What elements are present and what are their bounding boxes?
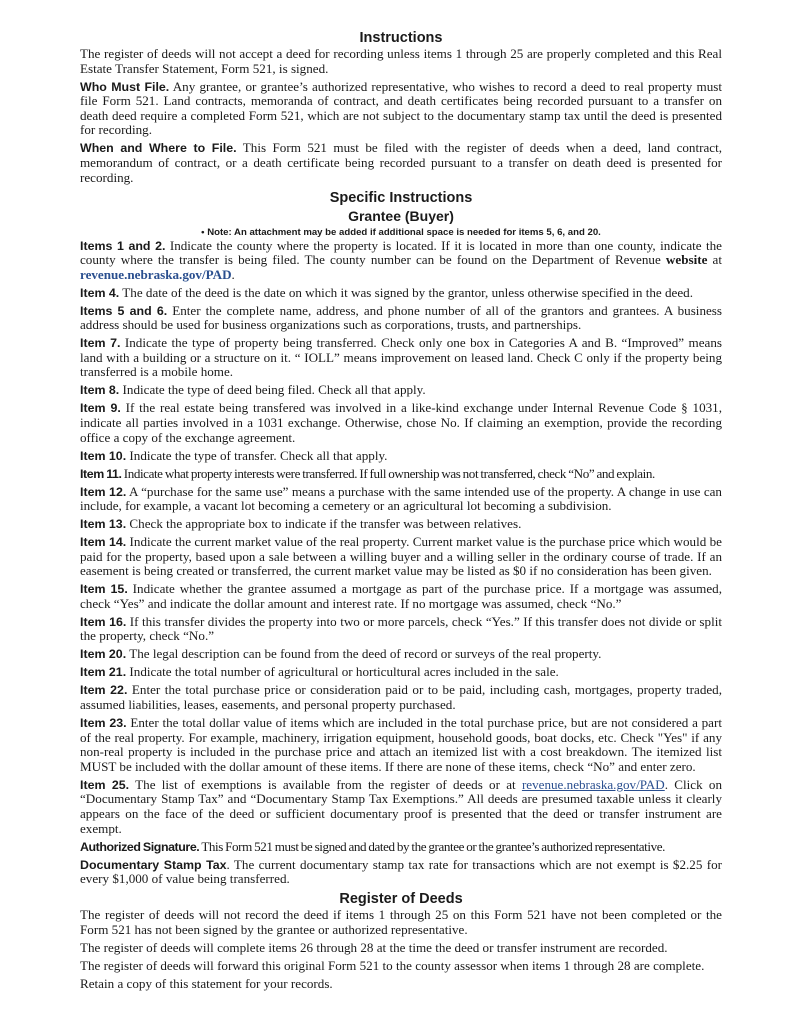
- attachment-note: • Note: An attachment may be added if additional space is needed for items 5, 6, and 20.: [201, 226, 601, 238]
- paragraph-items-5-and-6: [80, 304, 722, 333]
- paragraph-item-13: [80, 517, 722, 532]
- revenue-website-link[interactable]: revenue.nebraska.gov/PAD: [80, 266, 232, 282]
- paragraph-when-and-where-to-file: [80, 141, 722, 185]
- paragraph-text: Indicate the county where the property is located. If it is located in more than one county, indicate the county where the transfer is being filed. The county number can be found on the Department of Revenue: [80, 237, 722, 268]
- paragraph-text: Enter the complete name, address, and phone number of all of the grantors and grantees. A business address should be used for business organizations such as corporations, trusts, and partnerships.: [80, 302, 722, 333]
- paragraph-text: Retain a copy of this statement for your records.: [80, 975, 333, 991]
- paragraph-text: The register of deeds will not accept a deed for recording unless items 1 through 25 are properly completed and this Real Estate Transfer Statement, Form 521, is signed.: [80, 46, 722, 76]
- paragraph-lead: Item 13.: [80, 517, 127, 532]
- paragraph-lead: Item 11.: [80, 466, 122, 481]
- paragraph-item-14: [80, 535, 722, 579]
- paragraph-text: Indicate the current market value of the real property. Current market value is the purchase price which would be paid for the property, based upon a sale between a willing buyer and a willing seller in the ordinary course of trade. If an easement is being created or transferred, the current market value may be listed as $0 if no consideration has been given.: [80, 534, 722, 579]
- paragraph-text: The date of the deed is the date on which it was signed by the grantor, unless otherwise specified in the deed.: [119, 284, 694, 300]
- paragraph-item-12: [80, 485, 722, 514]
- paragraph-item-21: [80, 665, 722, 680]
- paragraph-item-8: [80, 383, 722, 398]
- paragraph-who-must-file: [80, 80, 722, 138]
- section-subheading: Grantee (Buyer): [348, 207, 454, 224]
- paragraph-text: Check the appropriate box to indicate if the transfer was between relatives.: [126, 516, 522, 532]
- paragraph: [80, 908, 722, 937]
- paragraph-lead: Item 8.: [80, 383, 120, 398]
- paragraph-lead: Item 20.: [80, 647, 127, 662]
- paragraph-lead: Item 22.: [80, 683, 128, 698]
- bold-text: website: [665, 252, 708, 268]
- paragraph-lead: Item 10.: [80, 448, 127, 463]
- paragraph-text: Enter the total purchase price or consideration paid or to be paid, including cash, mortgages, property traded, assumed liabilities, leases, easements, and personal property purchased.: [80, 682, 723, 712]
- paragraph-text: . Click on “Documentary Stamp Tax” and “Documentary Stamp Tax Exemptions.” All deeds are presumed taxable unless it clearly appears on the face of the deed or sufficient documentary proof is presented that the deed or transfer instrument are exempt.: [80, 776, 722, 836]
- paragraph-text: The register of deeds will not record the deed if items 1 through 25 on this Form 521 have not been completed or the Form 521 has not been signed by the grantee or authorized representative.: [80, 907, 722, 937]
- paragraph-text: Indicate the type of property being transferred. Check only one box in Categories A and B. “Improved” means land with a building or a structure on it. “ IOLL” means improvement on leased land. Check C only if the property being transferred is a mobile home.: [80, 335, 722, 380]
- section-specific-instructions: [80, 189, 722, 887]
- paragraph-text: The legal description can be found from the deed of record or surveys of the real property.: [126, 646, 602, 662]
- paragraph-lead: Item 25.: [80, 777, 130, 792]
- paragraph-text: Indicate the total number of agricultural or horticultural acres included in the sale.: [126, 664, 559, 680]
- paragraph-text: . The current documentary stamp tax rate for transactions which are not exempt is $2.25 for every $1,000 of value being transferred.: [80, 856, 723, 887]
- paragraph-text: Enter the total dollar value of items which are included in the total purchase price, but are not considered a part of the real property. For example, machinery, irrigation equipment, household goods, boat docks, etc. Check "Yes" if any non-real property is included in the purchase price and attach an itemized list with a cost breakdown. The itemized list MUST be included with the dollar amount of these items. If there are none of these items, check “No” and enter zero.: [80, 714, 722, 774]
- paragraph-text: The list of exemptions is available from the register of deeds or at: [129, 776, 522, 792]
- paragraph-text: at: [707, 252, 722, 268]
- paragraph-item-22: [80, 683, 722, 712]
- paragraph-text: Any grantee, or grantee’s authorized representative, who wishes to record a deed to real property must file Form 521. Land contracts, memoranda of contract, and death certificates being recorded pursuant to a transfer on death deed require a completed Form 521, which are not subject to the documentary stamp tax until the deed is presented for recording.: [80, 78, 722, 138]
- paragraph-lead: When and Where to File.: [80, 141, 237, 156]
- paragraph-item-9: [80, 401, 722, 445]
- paragraph-item-10: [80, 449, 722, 464]
- paragraph-lead: Item 23.: [80, 715, 127, 730]
- paragraph-item-25: [80, 778, 722, 836]
- instructions-document: [80, 27, 722, 995]
- paragraph-lead: Item 4.: [80, 285, 120, 300]
- paragraph-documentary-stamp-tax: [80, 858, 722, 887]
- paragraph-text: .: [231, 266, 235, 282]
- section-heading: Instructions: [359, 30, 443, 46]
- paragraph-text: The register of deeds will complete items 26 through 28 at the time the deed or transfer instrument are recorded.: [80, 939, 668, 955]
- paragraph-text: If the real estate being transfered was involved in a like-kind exchange under Internal Revenue Code § 1031, indicate all parties involved in a 1031 exchange. Otherwise, chose No. If claiming an exemption, provide the recording office a copy of the exchange agreement.: [80, 400, 722, 445]
- paragraph-lead: Item 16.: [80, 614, 127, 629]
- paragraph-items-1-and-2: [80, 239, 722, 283]
- paragraph-text: A “purchase for the same use” means a purchase with the same intended use of the property. A change in use can include, for example, a vacant lot becoming a cemetery or an agricultural lot becoming a subdivision.: [80, 483, 722, 514]
- paragraph: [80, 959, 722, 974]
- paragraph-lead: Item 21.: [80, 665, 127, 680]
- paragraph-lead: Item 14.: [80, 535, 127, 550]
- paragraph-text: The register of deeds will forward this original Form 521 to the county assessor when items 1 through 28 are complete.: [80, 957, 705, 973]
- paragraph-lead: Authorized Signature.: [80, 839, 200, 854]
- paragraph-item-23: [80, 716, 722, 774]
- paragraph-lead: Who Must File.: [80, 79, 170, 94]
- section-heading: Specific Instructions: [329, 189, 473, 206]
- paragraph-text: Indicate whether the grantee assumed a mortgage as part of the purchase price. If a mortgage was assumed, check “Yes” and indicate the dollar amount and interest rate. If no mortgage was assumed, check “No.”: [80, 581, 722, 611]
- section-heading: Register of Deeds: [339, 891, 463, 908]
- paragraph-lead: Items 1 and 2.: [80, 238, 166, 253]
- revenue-website-link[interactable]: revenue.nebraska.gov/PAD: [521, 776, 665, 792]
- paragraph-text: This Form 521 must be filed with the register of deeds when a deed, land contract, memorandum of contract, or a death certificate being recorded pursuant to a transfer on death deed is presented for recording.: [80, 140, 723, 185]
- paragraph-text: If this transfer divides the property into two or more parcels, check “Yes.” If this transfer does not divide or split the property, check “No.”: [80, 613, 722, 644]
- paragraph-text: Indicate what property interests were transferred. If full ownership was not transferred, check “No” and explain.: [121, 465, 655, 481]
- paragraph-text: Indicate the type of deed being filed. Check all that apply.: [119, 382, 426, 398]
- paragraph-lead: Item 9.: [80, 401, 121, 416]
- paragraph-item-16: [80, 615, 722, 644]
- paragraph: [80, 941, 722, 956]
- paragraph-lead: Item 12.: [80, 484, 127, 499]
- paragraph: [80, 47, 722, 76]
- paragraph-authorized-signature: [80, 840, 722, 855]
- paragraph-lead: Items 5 and 6.: [80, 303, 168, 318]
- paragraph-text: Indicate the type of transfer. Check all that apply.: [126, 447, 388, 463]
- paragraph-item-11: [80, 467, 722, 482]
- paragraph-item-7: [80, 336, 722, 380]
- paragraph-lead: Item 7.: [80, 336, 121, 351]
- paragraph-item-4: [80, 286, 722, 301]
- paragraph-lead: Documentary Stamp Tax: [80, 857, 227, 872]
- paragraph-item-15: [80, 582, 722, 611]
- paragraph-lead: Item 15.: [80, 582, 128, 597]
- paragraph: [80, 977, 722, 992]
- section-register-of-deeds: [80, 890, 722, 991]
- paragraph-text: This Form 521 must be signed and dated by the grantee or the grantee’s authorized representative.: [199, 838, 665, 854]
- section-instructions: [80, 29, 722, 185]
- paragraph-item-20: [80, 647, 722, 662]
